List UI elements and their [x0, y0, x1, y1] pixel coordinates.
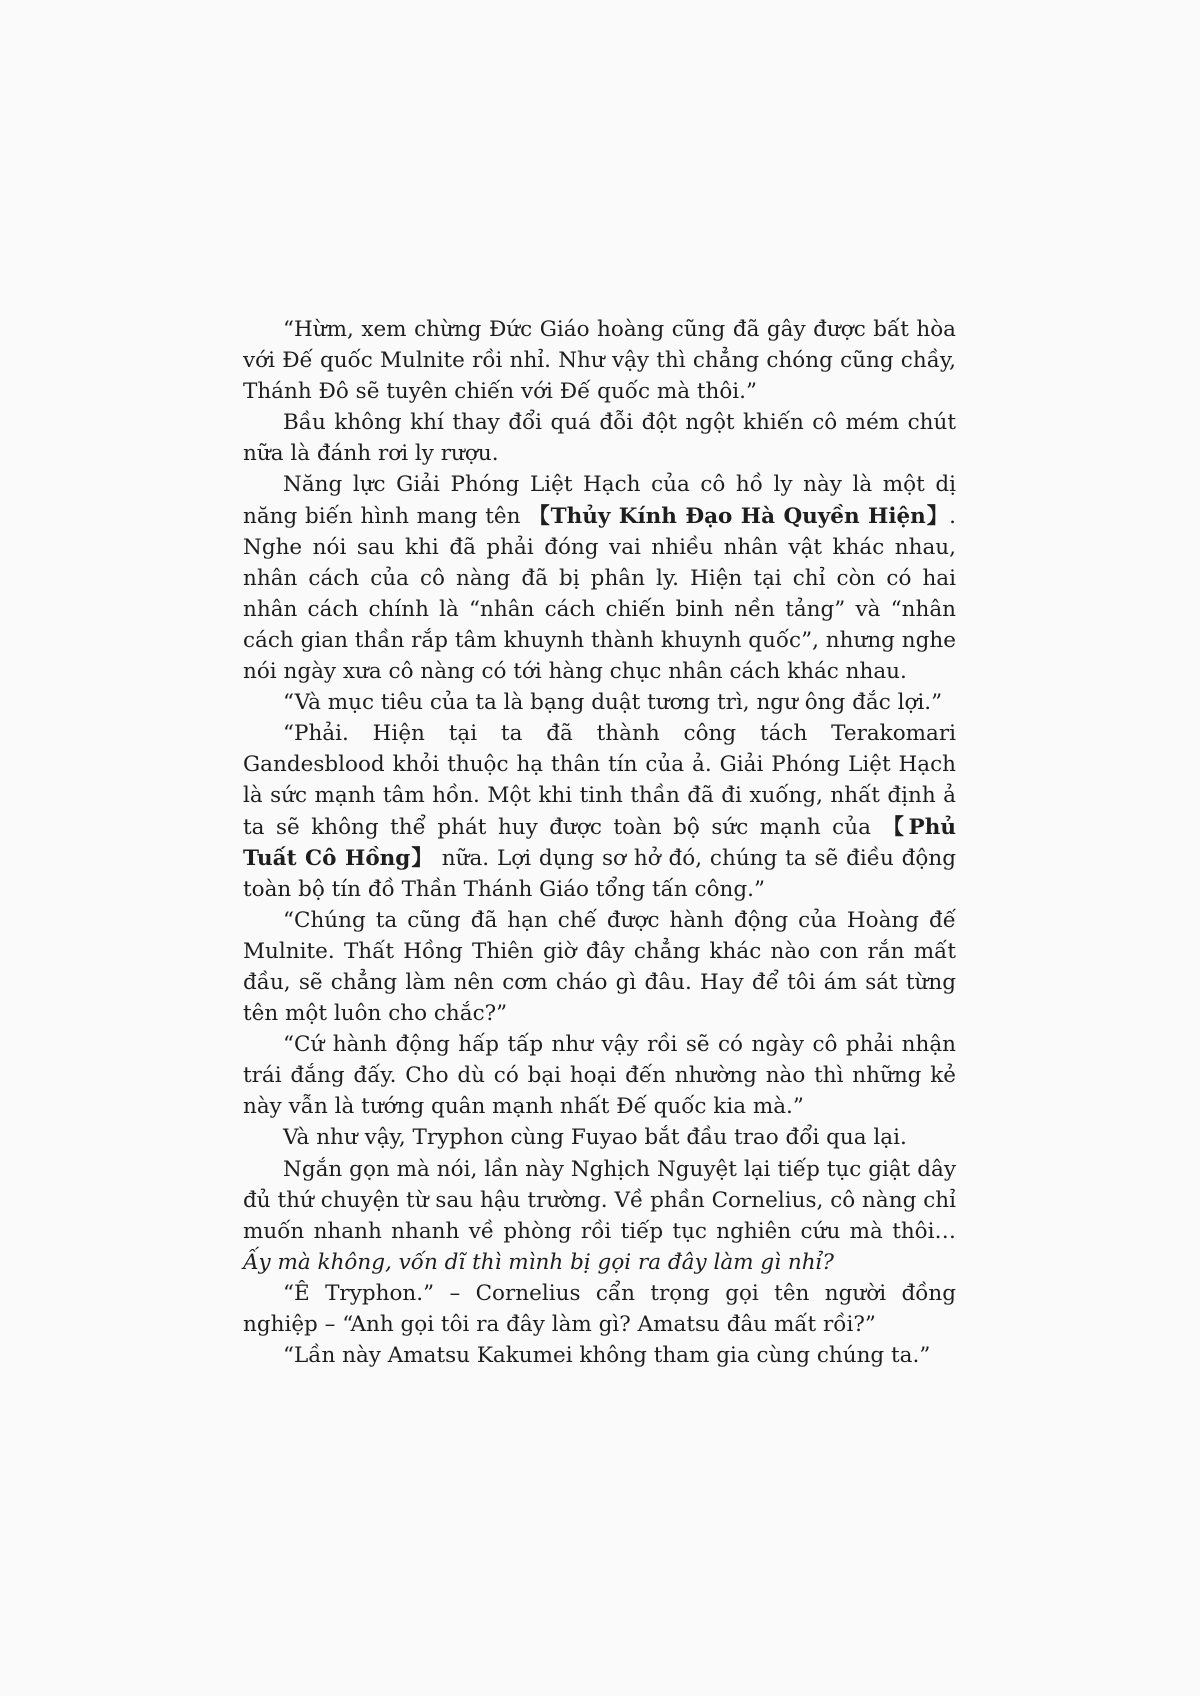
text-segment: “Phải. Hiện tại ta đã thành công tách Terakomari Gandesblood khỏi thuộc hạ thân tín của ả. Giải Phóng Liệt Hạch là sức mạnh tâm hồn. Một khi tinh thần đã đi xuống, nhất định ả ta sẽ không thể phát huy được toàn bộ sức mạnh của: [243, 721, 956, 840]
text-segment: nữa. Lợi dụng sơ hở đó, chúng ta sẽ điều động toàn bộ tín đồ Thần Thánh Giáo tổng tấn công.”: [243, 845, 956, 902]
ability-name-bold: 【Phủ Tuất Cô Hồng】: [243, 814, 956, 871]
text-segment: Năng lực Giải Phóng Liệt Hạch của cô hồ ly này là một dị năng biến hình mang tên: [243, 472, 956, 529]
paragraph: [243, 687, 956, 718]
text-segment: “Hừm, xem chừng Đức Giáo hoàng cũng đã gây được bất hòa với Đế quốc Mulnite rồi nhỉ. Như vậy thì chẳng chóng cũng chầy, Thánh Đô sẽ tuyên chiến với Đế quốc mà thôi.”: [243, 317, 956, 405]
text-segment: “Chúng ta cũng đã hạn chế được hành động của Hoàng đế Mulnite. Thất Hồng Thiên giờ đây chẳng khác nào con rắn mất đầu, sẽ chẳng làm nên cơm cháo gì đâu. Hay để tôi ám sát từng tên một luôn cho chắc?”: [243, 907, 956, 1027]
text-segment: Và như vậy, Tryphon cùng Fuyao bắt đầu trao đổi qua lại.: [283, 1125, 907, 1151]
paragraph: [243, 1340, 956, 1371]
paragraph: [243, 1278, 956, 1340]
text-segment: Ngắn gọn mà nói, lần này Nghịch Nguyệt lại tiếp tục giật dây đủ thứ chuyện từ sau hậu trường. Về phần Cornelius, cô nàng chỉ muốn nhanh nhanh về phòng rồi tiếp tục nghiên cứu mà thôi…: [243, 1156, 956, 1244]
paragraph: [243, 905, 956, 1029]
paragraph: [243, 407, 956, 469]
text-segment: “Ê Tryphon.” – Cornelius cẩn trọng gọi tên người đồng nghiệp – “Anh gọi tôi ra đây làm gì? Amatsu đâu mất rồi?”: [243, 1280, 956, 1337]
paragraph: [243, 314, 956, 407]
text-segment: “Cứ hành động hấp tấp như vậy rồi sẽ có ngày cô phải nhận trái đắng đấy. Cho dù có bại hoại đến nhường nào thì những kẻ này vẫn là tướng quân mạnh nhất Đế quốc kia mà.”: [243, 1032, 956, 1120]
text-segment: “Lần này Amatsu Kakumei không tham gia cùng chúng ta.”: [283, 1343, 931, 1369]
paragraph: [243, 1029, 956, 1122]
inner-thought-italic: Ấy mà không, vốn dĩ thì mình bị gọi ra đây làm gì nhỉ?: [243, 1249, 834, 1275]
paragraph: [243, 469, 956, 687]
text-segment: . Nghe nói sau khi đã phải đóng vai nhiều nhân vật khác nhau, nhân cách của cô nàng đã bị phân ly. Hiện tại chỉ còn có hai nhân cách chính là “nhân cách chiến binh nền tảng” và “nhân cách gian thần rắp tâm khuynh thành khuynh quốc”, nhưng nghe nói ngày xưa cô nàng có tới hàng chục nhân cách khác nhau.: [243, 503, 956, 685]
text-segment: “Và mục tiêu của ta là bạng duật tương trì, ngư ông đắc lợi.”: [283, 690, 943, 716]
text-segment: Bầu không khí thay đổi quá đỗi đột ngột khiến cô mém chút nữa là đánh rơi ly rượu.: [243, 410, 956, 467]
paragraph: [243, 1122, 956, 1153]
paragraph: [243, 1154, 956, 1278]
page-body: [243, 314, 956, 1371]
paragraph: [243, 718, 956, 905]
ability-name-bold: 【Thủy Kính Đạo Hà Quyền Hiện】: [528, 503, 950, 529]
